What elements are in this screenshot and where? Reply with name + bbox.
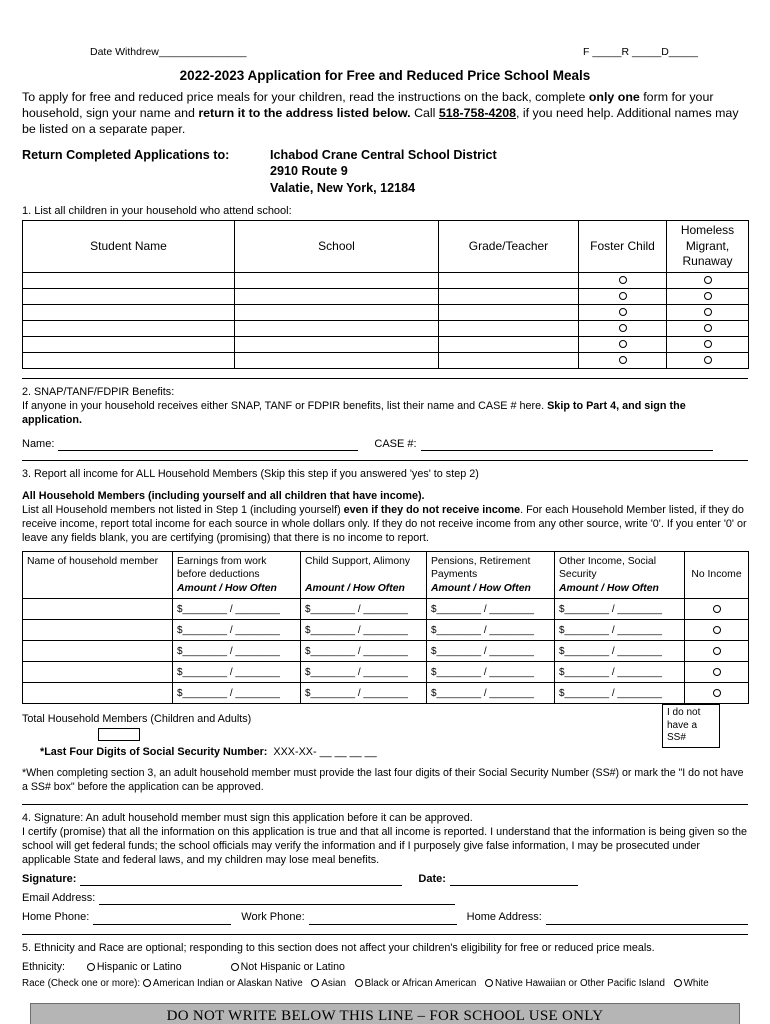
ethnicity-radio[interactable] [87, 963, 95, 971]
ethnicity-option-label: Not Hispanic or Latino [240, 960, 345, 973]
home-phone-label: Home Phone: [22, 911, 90, 924]
ethnicity-option-label: Hispanic or Latino [96, 960, 182, 973]
section4-heading: 4. Signature: An adult household member must sign this application before it can be approved. [22, 811, 473, 824]
amount-how-often-label: Amount / How Often [559, 582, 659, 594]
help-phone-number: 518-758-4208 [438, 106, 517, 121]
student-row [23, 272, 749, 288]
no-income-radio[interactable] [713, 689, 721, 697]
race-option-label: Asian [321, 978, 346, 990]
race-option [355, 978, 477, 989]
email-row [22, 891, 748, 905]
section5 [22, 941, 748, 992]
section5-heading: 5. Ethnicity and Race are optional; responding to this section does not affect your children's eligibility for free or reduced price meals. [22, 941, 655, 954]
ethnicity-option [87, 961, 182, 973]
school-cell[interactable] [235, 320, 439, 336]
pensions-cell[interactable]: $________ / ________ [427, 641, 555, 662]
school-use-only-bar: DO NOT WRITE BELOW THIS LINE – FOR SCHOOL USE ONLY [30, 1003, 740, 1024]
grade-teacher-cell[interactable] [439, 288, 579, 304]
return-emphasis: return it to the address listed below. [198, 106, 411, 121]
other-income-cell[interactable]: $________ / ________ [555, 683, 685, 704]
foster-child-radio[interactable] [619, 356, 627, 364]
section-divider [22, 378, 748, 379]
race-option [143, 978, 303, 989]
street-address: 2910 Route 9 [270, 164, 348, 179]
section3 [22, 467, 748, 794]
form-title: 2022-2023 Application for Free and Reduced Price School Meals [179, 67, 591, 83]
ssn-label: *Last Four Digits of Social Security Number: [40, 746, 268, 759]
child-support-cell[interactable]: $________ / ________ [301, 620, 427, 641]
date-withdrew-field[interactable]: Date Withdrew_______________ [90, 46, 247, 58]
ssn-digits-field[interactable]: XXX-XX- __ __ __ __ [273, 746, 377, 759]
return-to-label: Return Completed Applications to: [22, 147, 230, 162]
section2 [22, 385, 748, 451]
homeless-radio[interactable] [704, 292, 712, 300]
race-option [311, 978, 346, 989]
student-name-cell[interactable] [23, 272, 235, 288]
intro-paragraph [22, 90, 748, 138]
no-income-radio[interactable] [713, 626, 721, 634]
race-option-label: American Indian or Alaskan Native [152, 978, 303, 990]
race-radio[interactable] [674, 979, 682, 987]
section3-heading: 3. Report all income for ALL Household Members (Skip this step if you answered 'yes' to step 2) [22, 468, 479, 481]
foster-child-radio[interactable] [619, 324, 627, 332]
child-support-cell[interactable]: $________ / ________ [301, 599, 427, 620]
frd-fields[interactable]: F _____R _____D_____ [582, 46, 698, 58]
grade-teacher-cell[interactable] [439, 320, 579, 336]
foster-child-radio[interactable] [619, 292, 627, 300]
signature-input-line[interactable] [80, 874, 402, 886]
child-support-cell[interactable]: $________ / ________ [301, 662, 427, 683]
case-number-input-line[interactable] [421, 439, 713, 451]
homeless-radio[interactable] [704, 276, 712, 284]
name-case-row [22, 437, 748, 451]
school-cell[interactable] [235, 304, 439, 320]
earnings-cell[interactable]: $________ / ________ [173, 662, 301, 683]
student-name-cell[interactable] [23, 336, 235, 352]
pensions-cell[interactable]: $________ / ________ [427, 620, 555, 641]
homeless-radio[interactable] [704, 356, 712, 364]
total-members-label: Total Household Members (Children and Adults) [22, 713, 252, 726]
race-option [485, 978, 665, 989]
student-row [23, 336, 749, 352]
race-option [674, 978, 709, 989]
even-if-emphasis: even if they do not receive income [343, 504, 521, 517]
income-table [22, 551, 749, 705]
intro-text: , if you need help. Additional names may be listed on a separate paper. [22, 106, 739, 136]
section-divider [22, 460, 748, 461]
pensions-cell[interactable]: $________ / ________ [427, 662, 555, 683]
other-income-header: Other Income, Social Security Amount / How Often [555, 551, 685, 599]
email-input-line[interactable] [99, 893, 455, 905]
work-phone-label: Work Phone: [241, 911, 305, 924]
child-support-cell[interactable]: $________ / ________ [301, 641, 427, 662]
school-cell[interactable] [235, 288, 439, 304]
return-address-block [22, 147, 748, 196]
section2-heading: 2. SNAP/TANF/FDPIR Benefits: [22, 385, 175, 398]
member-name-cell[interactable] [23, 683, 173, 704]
child-support-cell[interactable]: $________ / ________ [301, 683, 427, 704]
grade-teacher-header: Grade/Teacher [439, 221, 579, 273]
other-income-cell[interactable]: $________ / ________ [555, 662, 685, 683]
pensions-cell[interactable]: $________ / ________ [427, 599, 555, 620]
school-header: School [235, 221, 439, 273]
income-table-header-row [23, 551, 749, 599]
no-income-radio[interactable] [713, 647, 721, 655]
city-state-zip: Valatie, New York, 12184 [270, 180, 416, 195]
other-income-cell[interactable]: $________ / ________ [555, 641, 685, 662]
earnings-cell[interactable]: $________ / ________ [173, 599, 301, 620]
other-income-cell[interactable]: $________ / ________ [555, 599, 685, 620]
ssn-footnote: *When completing section 3, an adult household member must provide the last four digits of their Social Security Number (SS#) or mark the "I do not have a SS# box" before the application can be approved. [22, 767, 744, 793]
no-income-radio[interactable] [713, 668, 721, 676]
home-address-input-line[interactable] [546, 913, 748, 925]
income-row [23, 620, 749, 641]
no-income-header: No Income [685, 551, 749, 599]
homeless-header: Homeless Migrant, Runaway [667, 221, 749, 273]
other-income-cell[interactable]: $________ / ________ [555, 620, 685, 641]
section1-heading: 1. List all children in your household who attend school: [22, 204, 292, 217]
date-label: Date: [418, 872, 446, 885]
student-name-header: Student Name [23, 221, 235, 273]
race-radio[interactable] [311, 979, 319, 987]
member-name-cell[interactable] [23, 599, 173, 620]
student-row [23, 352, 749, 368]
income-row [23, 662, 749, 683]
home-phone-input-line[interactable] [93, 913, 231, 925]
race-option-label: Native Hawaiian or Other Pacific Island [495, 978, 665, 990]
earnings-cell[interactable]: $________ / ________ [173, 641, 301, 662]
phone-row [22, 910, 748, 924]
race-row [22, 978, 748, 991]
school-cell[interactable] [235, 352, 439, 368]
children-table [22, 220, 749, 369]
ethnicity-label: Ethnicity: [22, 960, 65, 973]
section3-text: List all Household members not listed in Step 1 (including yourself) [22, 504, 344, 517]
work-phone-input-line[interactable] [309, 913, 457, 925]
school-cell[interactable] [235, 272, 439, 288]
no-income-radio[interactable] [713, 605, 721, 613]
signature-label: Signature: [22, 872, 77, 885]
foster-child-radio[interactable] [619, 308, 627, 316]
section3-body [22, 503, 748, 545]
return-address [270, 147, 497, 196]
student-name-cell[interactable] [23, 288, 235, 304]
signature-row [22, 872, 748, 886]
child-support-header: Child Support, Alimony Amount / How Often [301, 551, 427, 599]
homeless-radio[interactable] [704, 340, 712, 348]
grade-teacher-cell[interactable] [439, 304, 579, 320]
foster-child-radio[interactable] [619, 276, 627, 284]
section4 [22, 811, 748, 925]
grade-teacher-cell[interactable] [439, 272, 579, 288]
foster-child-radio[interactable] [619, 340, 627, 348]
student-row [23, 320, 749, 336]
student-row [23, 304, 749, 320]
student-row [23, 288, 749, 304]
totals-area [22, 707, 748, 795]
earnings-header: Earnings from work before deductions Amount / How Often [173, 551, 301, 599]
no-ssn-checkbox-box[interactable]: I do not have a SS# [662, 704, 720, 748]
date-input-line[interactable] [450, 874, 578, 886]
section2-text: If anyone in your household receives either SNAP, TANF or FDPIR benefits, list their name and CASE # here. [22, 400, 548, 412]
student-name-cell[interactable] [23, 320, 235, 336]
ethnicity-row [22, 961, 748, 975]
school-cell[interactable] [235, 336, 439, 352]
amount-how-often-label: Amount / How Often [431, 582, 531, 594]
pensions-header: Pensions, Retirement Payments Amount / How Often [427, 551, 555, 599]
total-members-box[interactable] [98, 728, 140, 741]
race-option-label: White [683, 978, 709, 990]
income-row [23, 599, 749, 620]
home-address-label: Home Address: [466, 911, 542, 924]
ethnicity-option [231, 961, 345, 973]
case-number-label: CASE #: [374, 438, 417, 451]
foster-child-header: Foster Child [579, 221, 667, 273]
race-option-label: Black or African American [364, 978, 477, 990]
section-divider [22, 934, 748, 935]
income-row [23, 641, 749, 662]
member-name-cell[interactable] [23, 641, 173, 662]
amount-how-often-label: Amount / How Often [177, 582, 277, 594]
children-table-header-row [23, 221, 749, 273]
section-divider [22, 804, 748, 805]
intro-text: form for your household, sign your name and [22, 90, 714, 121]
member-name-header: Name of household member [23, 551, 173, 599]
race-radio[interactable] [143, 979, 151, 987]
section3-text: . For each Household Member listed, if they do receive income, report total income for each source in whole dollars only. If they do not receive income from any other source, write '0'. If you enter '0' or leave any fields blank, you are certifying (promising) that there is no income to report. [22, 504, 747, 545]
student-name-cell[interactable] [23, 352, 235, 368]
section2-body [22, 399, 748, 427]
name-label: Name: [22, 438, 55, 451]
member-name-cell[interactable] [23, 662, 173, 683]
pensions-cell[interactable]: $________ / ________ [427, 683, 555, 704]
intro-text: Call [410, 106, 439, 121]
certification-text: I certify (promise) that all the information on this application is true and that all income is reported. I understand that the information is being given so the school will get federal funds; the school officials may verify the information and if I purposely give false information, I may be prosecuted under applicable State and federal laws, and my children may lose meal benefits. [22, 825, 747, 866]
skip-to-part4-emphasis: Skip to Part 4, and sign the application. [22, 400, 686, 427]
homeless-radio[interactable] [704, 308, 712, 316]
race-label: Race (Check one or more): [22, 978, 141, 990]
only-one-emphasis: only one [588, 90, 640, 105]
intro-text: To apply for free and reduced price meals for your children, read the instructions on the back, complete [22, 90, 589, 105]
race-radio[interactable] [485, 979, 493, 987]
ssn-row [40, 745, 748, 759]
earnings-cell[interactable]: $________ / ________ [173, 683, 301, 704]
amount-how-often-label: Amount / How Often [305, 582, 405, 594]
grade-teacher-cell[interactable] [439, 336, 579, 352]
top-admin-row [22, 46, 748, 60]
district-name: Ichabod Crane Central School District [270, 147, 497, 162]
earnings-cell[interactable]: $________ / ________ [173, 620, 301, 641]
all-members-emphasis: All Household Members (including yourself and all children that have income). [22, 490, 425, 503]
email-label: Email Address: [22, 892, 96, 905]
race-radio[interactable] [355, 979, 363, 987]
grade-teacher-cell[interactable] [439, 352, 579, 368]
homeless-radio[interactable] [704, 324, 712, 332]
ethnicity-radio[interactable] [231, 963, 239, 971]
name-input-line[interactable] [58, 439, 358, 451]
income-row [23, 683, 749, 704]
student-name-cell[interactable] [23, 304, 235, 320]
member-name-cell[interactable] [23, 620, 173, 641]
